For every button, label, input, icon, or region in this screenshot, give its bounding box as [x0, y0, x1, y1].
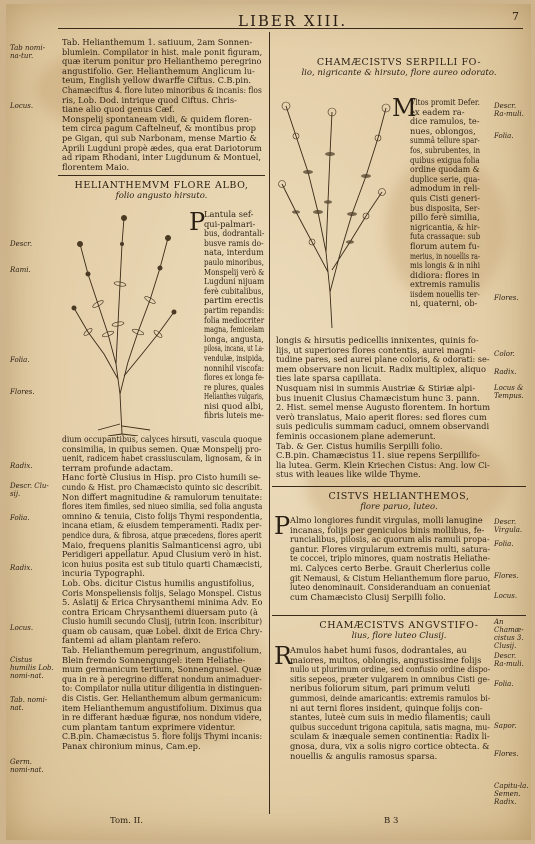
section-subtitle: lio, nigricante & hirsuto, flore aureo odorato. [301, 68, 497, 78]
text-line: magna, femicelam [204, 324, 265, 335]
text-line: to: Compilator nulla utitur diligentia in distinguen- [62, 683, 263, 694]
section-subtitle: lius, flore luteo Clusij. [351, 631, 447, 641]
margin-note: Descr. Ra-muli. [494, 102, 524, 118]
text-line: neribus foliorum situm, pari primum veluti [290, 683, 471, 694]
text-line: ni, quaterni, ob- [410, 298, 478, 309]
text-line: bus inuenit Clusius Chamæcistum hunc 3. pann. [276, 392, 480, 403]
text-line: blumlein. Compilator in hist. male ponit figuram, [62, 46, 263, 57]
margin-note: Capitu-la. Semen. Radix. [494, 782, 529, 806]
text-line: incana etiam, & eiusdem temperamenti. Radix per- [62, 520, 262, 531]
margin-note: Radix. [10, 462, 33, 470]
margin-note: Folia. [10, 514, 30, 522]
text-line: qua in re à peregrino differat nondum animaduer- [62, 673, 262, 684]
text-line: nata, interdum [204, 247, 264, 258]
footer-signature: B 3 [384, 816, 399, 826]
text-line: flores ex longa fe- [204, 372, 265, 383]
text-line: Tab. Helianthemum 1. satiuum, 2am Sonnen- [62, 37, 253, 47]
text-line: suis pediculis summam caduci, omnem observandi [276, 421, 490, 432]
text-line: maiores, multos, oblongis, angustissime folijs [290, 654, 482, 665]
section-rule [272, 486, 526, 487]
text-line: quam ob causam, quæ Lobel. dixit de Erica Chry- [62, 625, 263, 636]
text-line: vendulæ, insipida, [204, 352, 265, 363]
helianthemum-illustration [58, 204, 186, 436]
margin-note: Descr. Clu-sij. [10, 482, 49, 498]
text-line: nues, oblongos, [410, 125, 476, 136]
text-line: dice ramulos, te- [410, 116, 480, 127]
margin-note: Descr. [10, 240, 33, 248]
margin-note: Flores. [494, 294, 519, 302]
text-line: merius, in nouellis ra- [410, 250, 481, 261]
text-line: Blein fremdo Sonnengungel: item Heliathe- [62, 654, 246, 665]
text-line: ordine quodam & [410, 164, 480, 175]
text-line: nonnihil viscofa: [204, 362, 265, 373]
text-line: C.B.pin. Chamæcistus 5. flore folijs Thymi incanis: [62, 731, 263, 742]
text-line: uenit, radicem habet crassiusculam, lignosam, & in [62, 453, 262, 464]
section-title: CHAMÆCISTVS ANGVSTIFO- [319, 620, 479, 631]
text-line: 2. Hist. semel mense Augusto florentem. In hortum [276, 402, 490, 413]
text-line: icon huius posita est sub titulo quarti Chamæcisti, [62, 558, 263, 569]
text-line: pillo ferè similia, [410, 212, 480, 223]
dropcap-r: R [274, 642, 293, 670]
text-line: qui-palmari- [204, 218, 256, 229]
text-line: Nusquam nisi in summis Austriæ & Stiriæ alpi- [276, 382, 476, 393]
text-line: lijs, ut superiores flores contentis, aurei magni- [276, 344, 476, 355]
section-title: HELIANTHEMVM FLORE ALBO, [74, 180, 249, 191]
margin-note: Flores. [494, 572, 519, 580]
margin-note: Sapor. [494, 722, 517, 730]
text-line: consimilia, in quibus semen. Quæ Monspelij pro- [62, 443, 262, 454]
margin-note: Folia. [494, 540, 514, 548]
text-line: partim erectis [204, 295, 264, 306]
text-line: sculam & inæquale semen continentia: Radix li- [290, 731, 490, 742]
text-line: paulo minoribus, [204, 256, 264, 267]
text-line: ties late sparsa capillata. [276, 373, 382, 384]
text-line: lia lutea. Germ. Klein Kriechen Cistus: Ang. low Ci- [276, 459, 490, 470]
section-subtitle: folio angusto hirsuto. [115, 191, 208, 201]
right-section3-text [290, 646, 511, 761]
dropcap-p: P [189, 208, 206, 236]
dropcap-m: M [392, 94, 417, 122]
margin-note: Locus. [10, 624, 34, 632]
text-line: luteo denominauit. Consideranduam an conueniat [290, 582, 491, 593]
page-number: 7 [512, 10, 519, 23]
margin-note: Locus. [494, 592, 518, 600]
text-line: Lantula sef- [204, 209, 254, 219]
section-title: CHAMÆCISTVS SERPILLI FO- [316, 57, 482, 68]
margin-note: Locus & Tempus. [494, 384, 524, 400]
text-line: Aprili Lugduni propè ædes, qua erat Dariotorum [62, 142, 262, 153]
text-line: folia mediocriter [204, 314, 265, 325]
text-line: incanas, folijs per geniculos binis mollibus, fe- [290, 524, 485, 535]
margin-note: Folia. [494, 132, 514, 140]
text-line: tem circa pagum Caftelneuf, & montibus prop [62, 123, 256, 134]
text-line: ris, Lob. Dod. intrique quod Ciftus. Chris- [62, 94, 237, 105]
text-line: fibris luteis me- [204, 410, 264, 421]
text-line: omnino & tenuia, Cisto folijs Thymi respondentia, [62, 510, 263, 521]
text-line: tudine pares, sed aurei plane coloris, & odorati: se- [276, 354, 490, 365]
text-line: bus, dodrantali- [204, 228, 265, 239]
text-line: cundo & Hist. pro Chamæcisto quinto sic describit. [62, 481, 263, 492]
right-beside-illustration-text [410, 98, 502, 309]
section-title-cistus-helianthemos [272, 491, 526, 512]
text-line: nullo ut plurimum ordine, sed confusio ordine dispo- [290, 664, 491, 675]
page-header [6, 10, 531, 34]
text-line: florum autem fu- [410, 240, 480, 251]
margin-note: Flores. [494, 750, 519, 758]
section-rule [58, 175, 265, 176]
text-line: dium occupantibus, calyces hirsuti, vascula quoque [62, 434, 262, 444]
text-line: mi. Calyces certo Berbe. Grauit Cherlerius colle [290, 562, 491, 573]
text-line: te coccei, triplo minores, quam nostratis Heliathe- [290, 553, 491, 564]
text-line: Amulos habet humi fusos, dodrantales, au [290, 645, 467, 655]
section-title-chamaecistus-serpilli [272, 57, 526, 78]
text-line: teum, English yellow dwarffe Ciftus. C.B.pin. [62, 75, 252, 86]
text-line: Lugduni nijuam [204, 276, 265, 287]
text-line: admodum in reli- [410, 183, 480, 194]
text-line: quæ iterum ponitur pro Helianthemo peregrino [62, 56, 262, 67]
running-head: LIBER XIII. [238, 12, 348, 30]
margin-note: Radix. [494, 368, 517, 376]
text-line: fantemi ad aliam plantam refero. [62, 635, 201, 646]
text-line: mis longis & in nihi [410, 260, 480, 271]
text-line: ad ripam Rhodani, inter Lugdunum & Montuel, [62, 152, 261, 163]
text-line: dis Cistis. Ger. Helianthemum album germanicum: [62, 693, 262, 704]
text-line: gantur. Flores virgularum extremis multi, satura- [290, 543, 491, 554]
text-line: fos, subrubentes, in [410, 144, 481, 155]
text-line: Monspelij spontaneam vidi, & quidem floren- [62, 113, 252, 124]
text-line: iisdem nouellis ter- [410, 288, 480, 299]
text-line: Clusio humili secundo Clusij, (utrin Icon. inscribitur) [62, 616, 263, 627]
margin-note: Folia. [10, 356, 30, 364]
text-line: pe Gigan, qui sub Narbonam, mense Martio & [62, 132, 257, 143]
text-line: Almo longiores fundit virgulas, molli lanugine [290, 515, 483, 525]
right-section1-text [276, 336, 493, 480]
text-line: summâ tellure spar- [410, 135, 480, 146]
left-lower-text [62, 435, 297, 752]
text-line: ex eadem ra- [410, 106, 465, 117]
section-subtitle: flore paruo, luteo. [360, 502, 438, 512]
text-line: didiora: flores in [410, 269, 480, 280]
margin-note: Tab nomi-na-tur. [10, 44, 45, 60]
text-line: nisi quod albi, [204, 400, 264, 411]
text-line: Non differt magnitudine & ramulorum tenuitate: [62, 491, 263, 502]
text-line: Hanc fortè Clusius in Hisp. pro Cisto humili se- [62, 472, 261, 483]
margin-note: Radix. [10, 564, 33, 572]
text-line: mem observare non licuit. Radix multiplex, aliquo [276, 363, 486, 374]
margin-note: Folia. [494, 680, 514, 688]
text-line: Helianthes vulgaris, [204, 391, 264, 402]
margin-note: Descr. Virgula. [494, 518, 523, 534]
text-line: Tab. Helianthemum peregrinum, angustifolium, [62, 645, 262, 656]
text-line: Monspelij verò & [204, 266, 265, 277]
text-line: incuria Typographi. [62, 568, 145, 579]
text-line: mum germanicum tertium, Sonnengunsel. Quæ [62, 664, 262, 675]
text-line: terram profunde adactam. [62, 462, 174, 473]
text-line: item Helianthemum angustifolium. Diximus qua [62, 702, 262, 713]
dropcap-p: P [274, 512, 291, 540]
text-line: Vltos promit Defer. [410, 97, 480, 107]
text-line: longa, angusta, [204, 333, 264, 344]
text-line: Lob. Obs. dicitur Cistus humilis angustifolius, [62, 577, 255, 588]
text-line: Coris Monspeliensis folijs, Selago Monspel. Cistus [62, 587, 262, 598]
text-line: 5. Aslatij & Erica Chrysanthemi minima Adv. Eo [62, 597, 263, 608]
text-line: longis & hirsutis pedicellis innixentes, quinis fo- [276, 335, 479, 345]
right-section2-text [290, 516, 503, 602]
section-title: CISTVS HELIANTHEMOS, [328, 491, 470, 502]
text-line: Chamæciftus 4. flore luteo minoribus & incanis: flos [62, 84, 262, 95]
text-line: quibus exigua folia [410, 154, 480, 165]
section-title-helianthemum [58, 180, 265, 201]
margin-note: Tab. nomi-nat. [10, 696, 48, 712]
chamaecistus-illustration [272, 92, 392, 334]
margin-note: Germ. nomi-nat. [10, 758, 44, 774]
text-line: in re differant hæduæ figuræ, nos nondum videre, [62, 712, 262, 723]
text-line: extremis ramulis [410, 279, 480, 290]
text-line: cum plantam tantum exprimere videntur. [62, 721, 236, 732]
text-line: Panax chironium minus, Cam.ep. [62, 741, 201, 751]
left-top-text [62, 38, 282, 172]
text-line: runcialibus, pilosis, ac quorum alis ramuli propa- [290, 534, 490, 545]
text-line: flores item fimiles, sed niueo similia, sed folia angusta [62, 501, 263, 512]
text-line: tiane alio quod genus Cæf. [62, 104, 175, 115]
margin-note: Flores. [10, 388, 35, 396]
text-line: cum Chamæcisto Clusij Serpilli folio. [290, 591, 446, 602]
text-line: futa crassaque: sub [410, 231, 481, 242]
text-line: nouellis & angulis ramosus sparsa. [290, 750, 438, 761]
text-line: pendice dura, & fibrosa, atque præcedens, flores aperit [62, 529, 262, 540]
margin-note: Rami. [10, 266, 31, 274]
text-line: duplice serie, qua- [410, 173, 480, 184]
text-line: angustifolio. Ger. Helianthemum Anglicum lu- [62, 65, 255, 76]
book-page [6, 4, 531, 840]
text-line: busve ramis do- [204, 237, 264, 248]
footer-volume: Tom. II. [110, 816, 144, 826]
margin-note: An Chamæ-cistus 3. Clusij. [494, 618, 524, 650]
section-title-chamaecistus-angustifolius [272, 620, 526, 641]
text-line: pilosa, incana, ut La- [204, 343, 264, 354]
section-rule [272, 615, 526, 616]
text-line: gnosa, dura, vix a solis nigro cortice obtecta. & [290, 740, 490, 751]
text-line: re plures, quales [204, 381, 264, 392]
text-line: verò translatus, Maio aperit flores: sed flores cum [276, 411, 487, 422]
text-line: stus with leaues like wilde Thyme. [276, 469, 421, 480]
text-line: Maio, frequens planitis Salmanticensi agro, ubi [62, 539, 262, 550]
text-line: Peridigeri appellatur. Apud Clusium verò in hist. [62, 549, 262, 560]
text-line: quis Cisti generi- [410, 192, 480, 203]
header-rule [58, 28, 523, 29]
text-line: gummosi, deinde amaricantis: extremis ramulos bi- [290, 692, 491, 703]
text-line: contra Ericam Chrysanthemi diuersam puto (à [62, 606, 258, 617]
text-line: Tab. & Ger. Cistus humilis Serpilli folio. [276, 440, 443, 451]
margin-note: Cistus humilis Lob. nomi-nat. [10, 656, 54, 680]
text-line: ni aut terni flores insident, quinque folijs con- [290, 702, 483, 713]
margin-note: Descr. Ra-muli. [494, 652, 524, 668]
text-line: ferè cubitalibus, [204, 285, 264, 296]
margin-note: Color. [494, 350, 515, 358]
text-line: C.B.pin. Chamæcistus 11. siue repens Serpillifo- [276, 450, 480, 461]
text-line: feminis occasionem plane ademerunt. [276, 430, 436, 441]
text-line: partim repandis: [204, 304, 265, 315]
text-line: florentem Maio. [62, 161, 130, 172]
text-line: nigricantia, & hir- [410, 221, 480, 232]
text-line: sitis sepeos, præter vulgarem in omnibus Cisti ge- [290, 673, 490, 684]
text-line: bus disposita, Ser- [410, 202, 480, 213]
text-line: git Nemausi, & Cistum Helianthemum flore paruo, [290, 572, 491, 583]
text-line: stantes, luteè cum suis in medio filamentis; cauli [290, 712, 491, 723]
text-line: quibus succedunt trigona capitula, satis magna, mu- [290, 721, 490, 732]
margin-note: Locus. [10, 102, 34, 110]
